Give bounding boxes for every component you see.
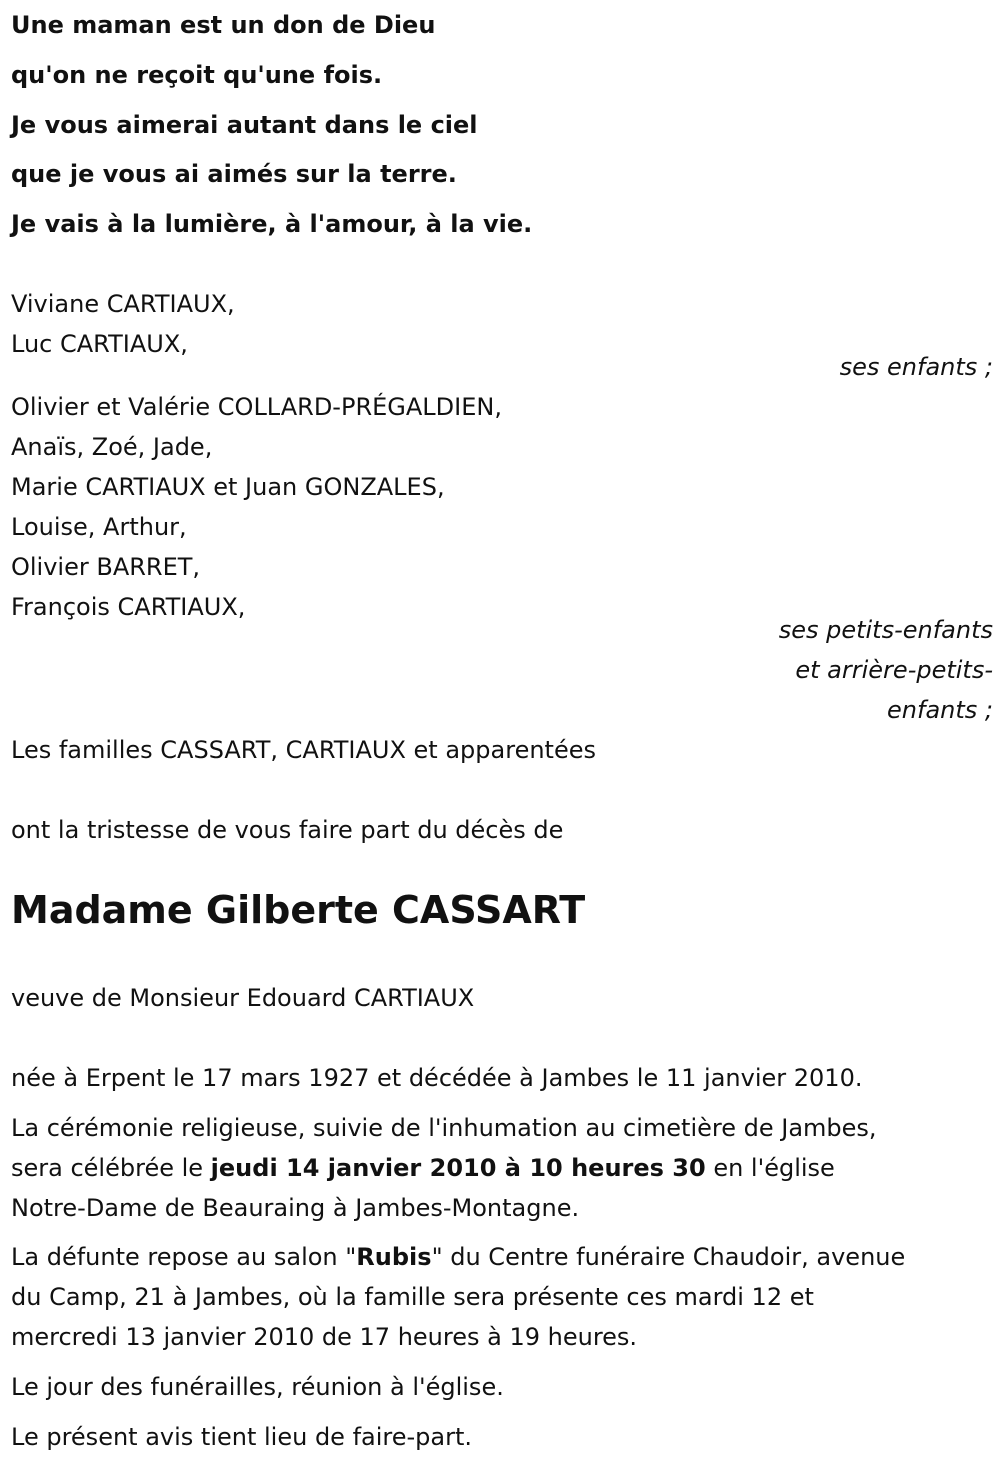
repose-line	[11, 1242, 905, 1272]
deceased-name: Madame Gilberte CASSART	[11, 888, 586, 932]
announcement-line: ont la tristesse de vous faire part du décès de	[11, 816, 564, 844]
grandchild-name: Louise, Arthur,	[11, 513, 187, 541]
birth-death-line: née à Erpent le 17 mars 1927 et décédée à Jambes le 11 janvier 2010.	[11, 1064, 863, 1092]
grandchildren-role: ses petits-enfants	[778, 616, 993, 644]
salon-name: Rubis	[356, 1243, 432, 1271]
families-line: Les familles CASSART, CARTIAUX et apparentées	[11, 736, 596, 764]
repose-line: mercredi 13 janvier 2010 de 17 heures à 19 heures.	[11, 1323, 638, 1351]
poem-line: qu'on ne reçoit qu'une fois.	[11, 61, 383, 89]
grandchild-name: Marie CARTIAUX et Juan GONZALES,	[11, 473, 445, 501]
repose-text: La défunte repose au salon "	[11, 1243, 357, 1271]
grandchild-name: Olivier BARRET,	[11, 553, 201, 581]
repose-line: du Camp, 21 à Jambes, où la famille sera présente ces mardi 12 et	[11, 1283, 814, 1311]
repose-text: " du Centre funéraire Chaudoir, avenue	[431, 1243, 906, 1271]
poem-line: Je vous aimerai autant dans le ciel	[11, 111, 478, 139]
poem-line: Une maman est un don de Dieu	[11, 11, 436, 39]
child-name: Luc CARTIAUX,	[11, 330, 188, 358]
children-role: ses enfants ;	[839, 353, 993, 381]
ceremony-line: Notre-Dame de Beauraing à Jambes-Montagne.	[11, 1194, 580, 1222]
widow-of-line: veuve de Monsieur Edouard CARTIAUX	[11, 984, 475, 1012]
ceremony-text: sera célébrée le	[11, 1154, 211, 1182]
grandchild-name: Olivier et Valérie COLLARD-PRÉGALDIEN,	[11, 393, 502, 421]
ceremony-line	[11, 1153, 835, 1183]
child-name: Viviane CARTIAUX,	[11, 290, 235, 318]
poem-line: que je vous ai aimés sur la terre.	[11, 160, 457, 188]
grandchildren-role: et arrière-petits-	[795, 656, 993, 684]
notice-line: Le présent avis tient lieu de faire-part.	[11, 1423, 473, 1451]
grandchildren-role: enfants ;	[887, 696, 993, 724]
grandchild-name: Anaïs, Zoé, Jade,	[11, 433, 213, 461]
grandchild-name: François CARTIAUX,	[11, 593, 246, 621]
poem-line: Je vais à la lumière, à l'amour, à la vie.	[11, 210, 533, 238]
ceremony-text: en l'église	[705, 1154, 835, 1182]
funeral-day-line: Le jour des funérailles, réunion à l'église.	[11, 1373, 504, 1401]
ceremony-date: jeudi 14 janvier 2010 à 10 heures 30	[210, 1154, 706, 1182]
ceremony-line: La cérémonie religieuse, suivie de l'inhumation au cimetière de Jambes,	[11, 1114, 877, 1142]
